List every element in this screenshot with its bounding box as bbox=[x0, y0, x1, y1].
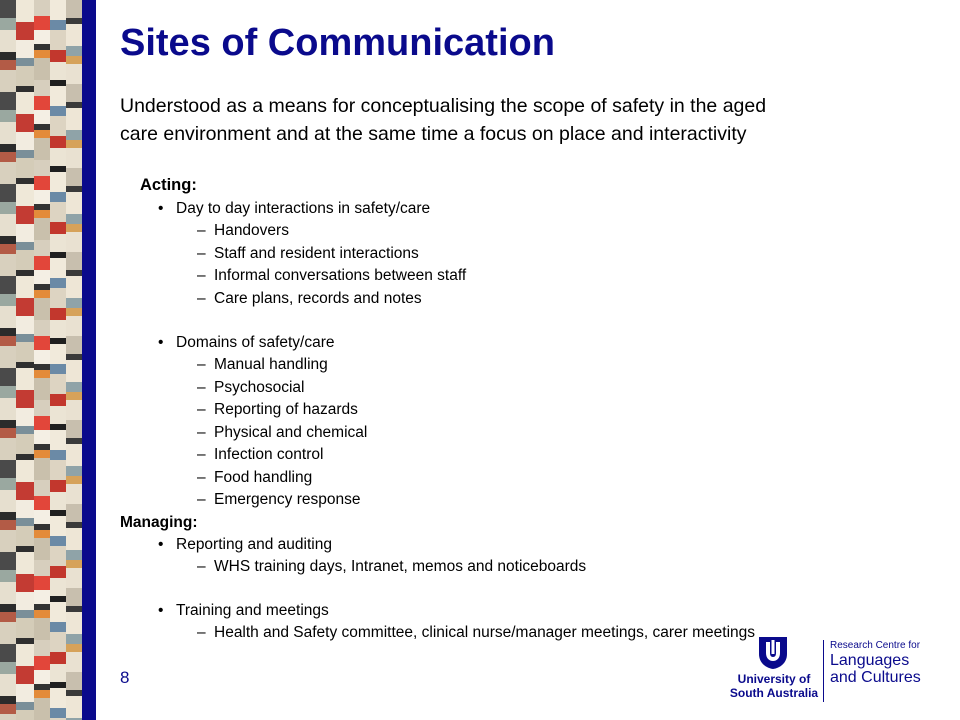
sub-item bbox=[120, 467, 920, 490]
unisa-wordmark bbox=[728, 672, 820, 700]
bullet-icon: • bbox=[158, 535, 164, 553]
intro-line: Understood as a means for conceptualising the scope of safety in the aged bbox=[120, 95, 767, 117]
dash-icon: – bbox=[197, 468, 206, 486]
dash-icon: – bbox=[197, 423, 206, 441]
rc-line: Languages bbox=[830, 652, 910, 669]
dash-icon: – bbox=[197, 244, 206, 262]
sub-item bbox=[120, 220, 920, 243]
sub-item-label: Informal conversations between staff bbox=[214, 267, 467, 284]
sub-item bbox=[120, 288, 920, 311]
collage-column bbox=[66, 0, 82, 720]
dash-icon: – bbox=[197, 446, 206, 463]
sub-item-label: Staff and resident interactions bbox=[214, 244, 419, 262]
accent-bar bbox=[82, 0, 96, 720]
rc-line: Research Centre for bbox=[830, 640, 921, 651]
dash-icon: – bbox=[197, 267, 206, 284]
acting-heading: Acting: bbox=[140, 176, 197, 194]
managing-list bbox=[120, 534, 920, 645]
intro-line: care environment and at the same time a focus on place and interactivity bbox=[120, 123, 747, 145]
collage-column bbox=[34, 0, 50, 720]
bullet-icon: • bbox=[158, 334, 164, 351]
acting-list bbox=[120, 198, 920, 512]
intro-paragraph bbox=[120, 92, 920, 148]
sub-item-label: Reporting of hazards bbox=[214, 401, 358, 418]
logo-divider bbox=[823, 640, 824, 702]
sub-item-label: Infection control bbox=[214, 446, 324, 463]
sub-item bbox=[120, 422, 920, 445]
bullet-label: Domains of safety/care bbox=[176, 334, 335, 351]
dash-icon: – bbox=[197, 401, 206, 418]
bullet-item bbox=[120, 600, 920, 622]
unisa-line: South Australia bbox=[729, 686, 819, 700]
slide-content bbox=[120, 172, 920, 645]
sub-item bbox=[120, 556, 920, 579]
rc-line: and Cultures bbox=[830, 669, 921, 686]
spacer bbox=[120, 310, 920, 332]
sub-item-label: Manual handling bbox=[214, 356, 328, 373]
dash-icon: – bbox=[197, 378, 206, 396]
unisa-line: University of bbox=[737, 672, 811, 686]
bullet-label: Reporting and auditing bbox=[176, 535, 332, 553]
managing-heading: Managing: bbox=[120, 513, 198, 531]
sub-item bbox=[120, 377, 920, 400]
spacer bbox=[120, 578, 920, 600]
research-centre-logo bbox=[830, 640, 940, 686]
bullet-icon: • bbox=[158, 602, 164, 619]
dash-icon: – bbox=[197, 557, 206, 575]
collage-column bbox=[50, 0, 66, 720]
sub-item-label: Food handling bbox=[214, 468, 313, 486]
bullet-label: Day to day interactions in safety/care bbox=[176, 200, 431, 217]
slide-title: Sites of Communication bbox=[120, 22, 555, 64]
bullet-item bbox=[120, 332, 920, 354]
unisa-shield-icon bbox=[758, 636, 788, 670]
decorative-collage-strip bbox=[0, 0, 82, 720]
sub-item-label: Health and Safety committee, clinical nurse/manager meetings, carer meetings bbox=[214, 624, 756, 641]
bullet-label: Training and meetings bbox=[176, 602, 329, 619]
dash-icon: – bbox=[197, 289, 206, 307]
bullet-item bbox=[120, 198, 920, 220]
sub-item bbox=[120, 243, 920, 266]
sub-item-label: WHS training days, Intranet, memos and noticeboards bbox=[214, 557, 587, 575]
sub-item bbox=[120, 265, 920, 288]
collage-column bbox=[16, 0, 34, 720]
dash-icon: – bbox=[197, 356, 206, 373]
dash-icon: – bbox=[197, 222, 206, 239]
sub-item-label: Psychosocial bbox=[214, 378, 305, 396]
sub-item bbox=[120, 489, 920, 512]
sub-item-label: Emergency response bbox=[214, 491, 361, 508]
sub-item-label: Care plans, records and notes bbox=[214, 289, 422, 307]
collage-column bbox=[0, 0, 16, 720]
bullet-icon: • bbox=[158, 200, 164, 217]
sub-item bbox=[120, 354, 920, 377]
dash-icon: – bbox=[197, 491, 206, 508]
sub-item bbox=[120, 399, 920, 422]
unisa-logo bbox=[728, 636, 820, 702]
page-number: 8 bbox=[120, 668, 130, 687]
sub-item-label: Handovers bbox=[214, 222, 289, 239]
dash-icon: – bbox=[197, 624, 206, 641]
sub-item bbox=[120, 444, 920, 467]
bullet-item bbox=[120, 534, 920, 556]
sub-item-label: Physical and chemical bbox=[214, 423, 368, 441]
